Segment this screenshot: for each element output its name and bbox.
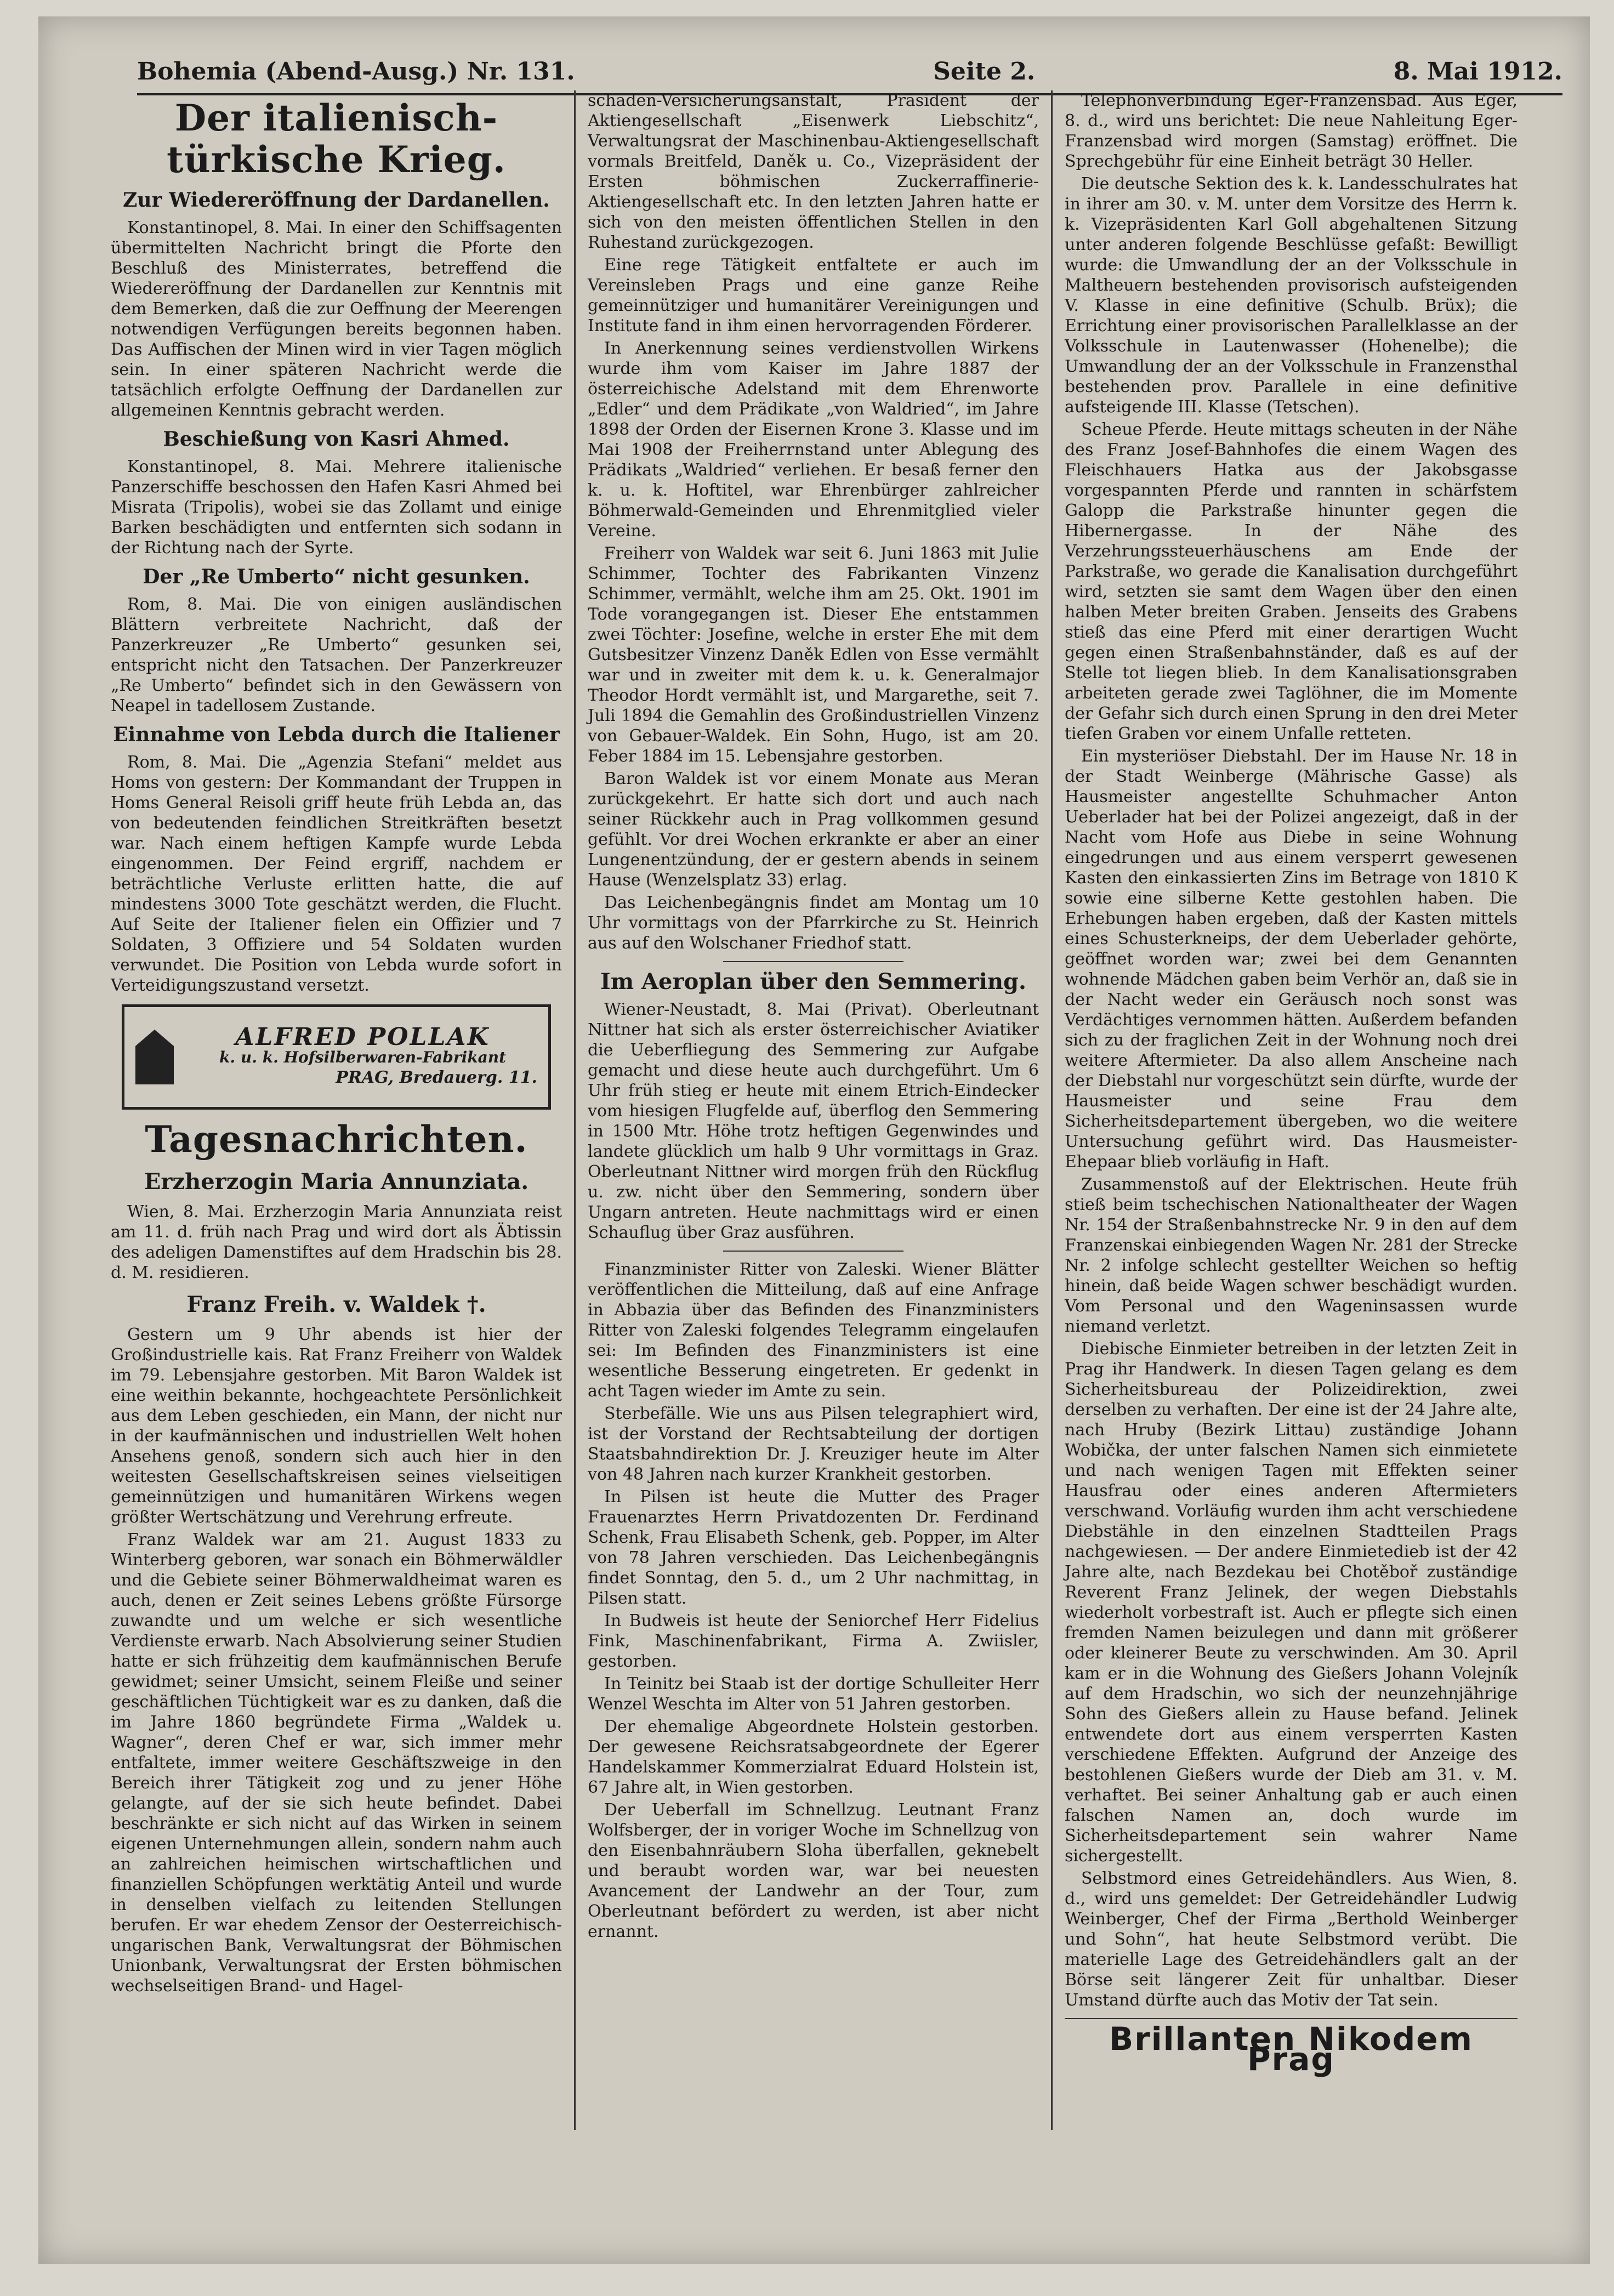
header-page-number: Seite 2. (933, 57, 1036, 86)
scheue-pferde-text: Scheue Pferde. Heute mittags scheuten in der Nähe des Franz Josef-Bahnhofes die einem Wagen des Fleischhauers Hatka aus der Jakobsgasse vorgespannten Pferde und rannten in schärfstem Galopp die Parkstraße hinunter gegen die Hibernergasse. In der Nähe des Verzehrungssteuerhäuschens am Ende der Parkstraße, wo gerade die Kanalisation durchgeführt wird, setzten sie samt dem Wagen über den einen halben Meter breiten Graben. Jenseits des Grabens stieß das eine Pferd mit einer derartigen Wucht gegen einen Straßenbahnständer, daß es auf der Stelle tot liegen blieb. In dem Kanalisationsgraben arbeiteten gerade zwei Taglöhner, die im Momente der Gefahr sich durch einen Sprung in den drei Meter tiefen Graben vor einem Unfalle retteten. (1065, 420, 1518, 743)
lebda-heading: Einnahme von Lebda durch die Italiener (113, 723, 560, 746)
nikodem-advertisement: Brillanten Nikodem Prag (1109, 2020, 1473, 2078)
header-date: 8. Mai 1912. (1393, 57, 1562, 86)
diebstahl-text: Ein mysteriöser Diebstahl. Der im Hause Nr. 18 in der Stadt Weinberge (Mährische Gasse) als Hausmeister angestellte Schuhmacher Anton Ueberlader hat bei der Polizei angezeigt, daß in der Nacht vom Hofe aus Diebe in seine Wohnung eingedrungen und aus einem versperrt gewesenen Kasten den einkassierten Zins im Betrage von 1810 K sowie eine silberne Kette gestohlen haben. Die Erhebungen haben ergeben, daß der Kasten mittels eines Schusterkneips, der dem Ueberlader gehörte, geöffnet worden war; zwei bei dem Genannten wohnende Mädchen gaben beim Verhör an, daß sie in der Nacht weder ein Geräusch noch sonst was Verdächtiges vernommen hätten. Außerdem befanden sich zu der fraglichen Zeit in der Wohnung noch drei weitere Aftermieter. Da also allem Anscheine nach der Diebstahl nur vorgeschützt sein dürfte, wurde der Hausmeister und seine Frau dem Sicherheitsdepartement übergeben, wo die weitere Untersuchung geführt wird. Das Hausmeister-Ehepaar blieb vorläufig in Haft. (1065, 747, 1518, 1172)
re-umberto-heading: Der „Re Umberto“ nicht gesunken. (143, 565, 530, 588)
kasri-ahmed-heading: Beschießung von Kasri Ahmed. (163, 428, 510, 451)
lebda-text: Rom, 8. Mai. Die „Agenzia Stefani“ meldet aus Homs von gestern: Der Kommandant der Truppen in Homs General Reisoli griff heute früh Lebda an, das von bedeutenden feindlichen Streitkräften besetzt war. Nach einem heftigen Kampfe wurde Lebda eingenommen. Der Feind ergriff, nachdem er beträchtliche Verluste erlitten hatte, die auf mindestens 3000 Tote geschätzt werden, die Flucht. Auf Seite der Italiener fielen ein Offizier und 7 Soldaten, 3 Offiziere und 54 Soldaten wurden verwundet. Die Position von Lebda wurde sofort in Verteidigungszustand versetzt. (111, 753, 562, 995)
landesschulrat-text: Die deutsche Sektion des k. k. Landesschulrates hat in ihrer am 30. v. M. unter dem Vorsitze des Herrn k. k. Vizepräsidenten Karl Goll abgehaltenen Sitzung unter anderen folgende Beschlüsse gefaßt: Bewilligt wurde: die Umwandlung der an der Volksschule in Maltheuern bestehenden provisorisch aufsteigenden V. Klasse in eine definitive (Schulb. Brüx); die Errichtung einer provisorischen Parallelklasse an der Volksschule in Lautenwasser (Hohenelbe); die Umwandlung der an der Volksschule in Franzensthal bestehenden prov. Parallele in eine definitive aufsteigende III. Klasse (Tetschen). (1065, 174, 1518, 417)
kasri-ahmed-text: Konstantinopel, 8. Mai. Mehrere italienische Panzerschiffe beschossen den Hafen Kasri Ahmed bei Misrata (Tripolis), wobei sie das Zollamt und einige Barken beschädigten und entfernten sich sodann in der Richtung nach der Syrte. (111, 457, 562, 558)
columns (99, 90, 1530, 2130)
waldek-text-1: Gestern um 9 Uhr abends ist hier der Großindustrielle kais. Rat Franz Freiherr von Waldek im 79. Lebensjahre gestorben. Mit Baron Waldek ist eine weithin bekannte, hochgeachtete Persönlichkeit aus dem Leben geschieden, ein Mann, der nicht nur in der kaufmännischen und industriellen Welt hohen Ansehens genoß, sondern sich auch hier in den weitesten Gesellschaftskreisen seines vielseitigen gemeinnützigen und humanitären Wirkens wegen größter Wertschätzung und Verehrung erfreute. (111, 1325, 562, 1527)
annunziata-heading: Erzherzogin Maria Annunziata. (144, 1169, 529, 1195)
annunziata-text: Wien, 8. Mai. Erzherzogin Maria Annunziata reist am 11. d. früh nach Prag und wird dort als Äbtissin des adeligen Damenstiftes auf dem Hradschin bis 28. d. M. residieren. (111, 1202, 562, 1282)
telephon-text: Telephonverbindung Eger-Franzensbad. Aus Eger, 8. d., wird uns berichtet: Die neue Nahleitung Eger-Franzensbad wird morgen (Samstag) eröffnet. Die Sprechgebühr für eine Einheit beträgt 30 Heller. (1065, 91, 1518, 171)
sterbefaelle-text: Sterbefälle. Wie uns aus Pilsen telegraphiert wird, ist der Vorstand der Rechtsabteilung der dortigen Staatsbahndirektion Dr. J. Kreuziger heute im Alter von 48 Jahren nach kurzer Krankheit gestorben. (588, 1404, 1039, 1484)
holstein-text: Der ehemalige Abgeordnete Holstein gestorben. Der gewesene Reichsratsabgeordnete der Egerer Handelskammer Kommerzialrat Eduard Holstein ist, 67 Jahre alt, in Wien gestorben. (588, 1717, 1039, 1797)
waldek-cont-4: Freiherr von Waldek war seit 6. Juni 1863 mit Julie Schimmer, Tochter des Fabrikanten Vinzenz Schimmer, vermählt, welche ihm am 25. Okt. 1901 im Tode vorangegangen ist. Dieser Ehe entstammen zwei Töchter: Josefine, welche in erster Ehe mit dem Gutsbesitzer Vinzenz Daněk Edlen von Esse vermählt war und in zweiter mit dem k. u. k. Generalmajor Theodor Hordt vermählt ist, und Margarethe, seit 7. Juli 1894 die Gemahlin des Großindustriellen Vinzenz von Gebauer-Waldek. Ein Sohn, Hugo, ist am 20. Feber 1884 im 15. Lebensjahre gestorben. (588, 544, 1039, 766)
ad-text (188, 1022, 537, 1088)
aeroplan-heading: Im Aeroplan über den Semmering. (600, 969, 1026, 994)
budweis-text: In Budweis ist heute der Seniorchef Herr Fidelius Fink, Maschinenfabrikant, Firma A. Zwiisler, gestorben. (588, 1611, 1039, 1671)
divider (723, 961, 903, 962)
re-umberto-text: Rom, 8. Mai. Die von einigen ausländischen Blättern verbreitete Nachricht, daß der Panzerkreuzer „Re Umberto“ gesunken sei, entspricht nicht den Tatsachen. Der Panzerkreuzer „Re Umberto“ befindet sich in den Gewässern von Neapel in tadellosem Zustande. (111, 595, 562, 715)
schenk-text: In Pilsen ist heute die Mutter des Prager Frauenarztes Herrn Privatdozenten Dr. Ferdinand Schenk, Frau Elisabeth Schenk, geb. Popper, im Alter von 78 Jahren verschieden. Das Leichenbegängnis findet Sonntag, den 5. d., um 2 Uhr nachmittag, in Pilsen statt. (588, 1487, 1039, 1608)
header-issue: Bohemia (Abend-Ausg.) Nr. 131. (137, 57, 575, 86)
einmieter-text: Diebische Einmieter betreiben in der letzten Zeit in Prag ihr Handwerk. In diesen Tagen gelang es dem Sicherheitsbureau der Polizeidirektion, zwei derselben zu verhaften. Der eine ist der 24 Jahre alte, nach Hruby (Bezirk Littau) zuständige Johann Wobička, der unter falschen Namen sich einmietete und nach wenigen Tagen mit Effekten seiner Hausfrau oder eines anderen Aftermieters verschwand. Vorläufig wurden ihm acht verschiedene Diebstähle in den einzelnen Stadtteilen Prags nachgewiesen. — Der andere Einmietedieb ist der 42 Jahre alte, nach Bezdekau bei Chotěboř zuständige Reverent Franz Jelinek, der wegen Diebstahls wiederholt vorbestraft ist. Auch er pflegte sich einen fremden Namen beizulegen und dann mit größerer oder kleinerer Beute zu verschwinden. Am 30. April kam er in die Wohnung des Gießers Johann Volejník auf dem Hradschin, wo sich der neunzehnjährige Sohn des Gießers allein zu Hause befand. Jelinek entwendete dort aus einem versperrten Kasten verschiedene Effekten. Aufgrund der Anzeige des bestohlenen Gießers wurde der Dieb am 31. v. M. verhaftet. Bei seiner Anhaltung gab er auch einen falschen Namen an, doch wurde im Sicherheitsdepartement sein wahrer Name sichergestellt. (1065, 1339, 1518, 1866)
dardanelles-heading: Zur Wiedereröffnung der Dardanellen. (123, 189, 550, 212)
waldek-text-2: Franz Waldek war am 21. August 1833 zu Winterberg geboren, war sonach ein Böhmerwäldler und die Gebiete seiner Böhmerwaldheimat waren es auch, denen er Zeit seines Lebens größte Fürsorge zuwandte und um welche er sich wesentliche Verdienste erwarb. Nach Absolvierung seiner Studien hatte er sich frühzeitig dem kaufmännischen Berufe gewidmet; seiner Umsicht, seinem Fleiße und seiner geschäftlichen Tüchtigkeit war es zu danken, daß die im Jahre 1860 begründete Firma „Waldek u. Wagner“, deren Chef er war, sich immer mehr entfaltete, immer weitere Geschäftszweige in den Bereich ihrer Tätigkeit zog und zu jener Höhe gelangte, auf der sie sich heute befindet. Dabei beschränkte er sich nicht auf das Wirken in seinem eigenen Unternehmungen allein, sondern nahm auch an zahlreichen heimischen wirtschaftlichen und finanziellen Schöpfungen werktätig Anteil und wurde in denselben vielfach zu leitenden Stellungen berufen. Er war ehedem Zensor der Oesterreichisch-ungarischen Bank, Verwaltungsrat der Böhmischen Unionbank, Verwaltungsrat der Ersten böhmischen wechselseitigen Brand- und Hagel- (111, 1530, 562, 1996)
zusammenstoss-text: Zusammenstoß auf der Elektrischen. Heute früh stieß beim tschechischen Nationaltheater der Wagen Nr. 154 der Straßenbahnstrecke Nr. 9 in den auf dem Franzenskai einbiegenden Wagen Nr. 281 der Strecke Nr. 2 infolge schlecht gestellter Weichen so heftig hinein, daß beide Wagen schwer beschädigt wurden. Vom Personal und den Wageninsassen wurde niemand verletzt. (1065, 1175, 1518, 1336)
ad-company-name: ALFRED POLLAK (235, 1022, 490, 1051)
zaleski-text: Finanzminister Ritter von Zaleski. Wiener Blätter veröffentlichen die Mitteilung, daß auf eine Anfrage in Abbazia über das Befinden des Finanzministers Ritter von Zaleski folgendes Telegramm eingelaufen sei: Im Befinden des Finanzministers ist eine wesentliche Besserung eingetreten. Er gedenkt in acht Tagen wieder im Amte zu sein. (588, 1260, 1039, 1401)
ad-address: PRAG, Bredauerg. 11. (336, 1067, 537, 1087)
waldek-cont-1: schaden-Versicherungsanstalt, Präsident der Aktiengesellschaft „Eisenwerk Liebschitz“, Verwaltungsrat der Maschinenbau-Aktiengesellschaft vormals Breitfeld, Daněk u. Co., Vizepräsident der Ersten böhmischen Zuckerraffinerie-Aktiengesellschaft etc. In den letzten Jahren hatte er sich von den meisten öffentlichen Stellen in den Ruhestand zurückgezogen. (588, 91, 1039, 252)
waldek-cont-5: Baron Waldek ist vor einem Monate aus Meran zurückgekehrt. Er hatte sich dort und auch nach seiner Rückkehr auch in Prag vollkommen gesund gefühlt. Vor drei Wochen erkrankte er aber an einer Lungenentzündung, der er gestern abends in seinem Hause (Wenzelsplatz 33) erlag. (588, 769, 1039, 890)
ad-company-sub: k. u. k. Hofsilberwaren-Fabrikant (219, 1048, 507, 1066)
waldek-cont-3: In Anerkennung seines verdienstvollen Wirkens wurde ihm vom Kaiser im Jahre 1887 der österreichische Adelstand mit dem Ehrenworte „Edler“ und dem Prädikate „von Waldried“, im Jahre 1898 der Orden der Eisernen Krone 3. Klasse und im Mai 1908 der Freiherrnstand unter Ablegung des Prädikats „Waldried“ verliehen. Er besaß ferner den k. u. k. Hoftitel, war Ehrenbürger zahlreicher Böhmerwald-Gemeinden und Ehrenmitglied vieler Vereine. (588, 339, 1039, 541)
divider (1065, 2018, 1518, 2019)
ueberfall-text: Der Ueberfall im Schnellzug. Leutnant Franz Wolfsberger, der in voriger Woche im Schnellzug von den Eisenbahnräubern Sloha überfallen, geknebelt und beraubt worden war, war bei neuesten Avancement der Landwehr an der Tour, zum Oberleutnant befördert zu werden, ist aber nicht ernannt. (588, 1800, 1039, 1941)
pollak-advertisement (122, 1004, 551, 1110)
crown-logo-icon (135, 1030, 174, 1084)
war-headline: Der italienisch-türkische Krieg. (167, 96, 506, 181)
aeroplan-text: Wiener-Neustadt, 8. Mai (Privat). Oberleutnant Nittner hat sich als erster österreichischer Aviatiker die Ueberfliegung des Semmering zur Aufgabe gemacht und diese heute auch durchgeführt. Um 6 Uhr früh stieg er heute mit einem Etrich-Eindecker vom hiesigen Flugfelde auf, überflog den Semmering in 1500 Mtr. Höhe trotz heftigen Gegenwindes und landete glücklich um halb 9 Uhr vormittags in Graz. Oberleutnant Nittner wird morgen früh den Rückflug u. zw. nicht über den Semmering, sondern über Ungarn antreten. Heute nachmittags wird er einen Schauflug über Graz ausführen. (588, 1000, 1039, 1242)
page-header (137, 49, 1562, 95)
dardanelles-text: Konstantinopel, 8. Mai. In einer den Schiffsagenten übermittelten Nachricht bringt die Pforte den Beschluß des Ministerrates, betreffend die Wiedereröffnung der Dardanellen zur Kenntnis mit dem Bemerken, daß die zur Oeffnung der Meerengen notwendigen Verfügungen bereits begonnen haben. Das Auffischen der Minen wird in vier Tagen möglich sein. In einer späteren Nachricht werde die tatsächlich erfolgte Oeffnung der Dardanellen zur allgemeinen Kenntnis gebracht werden. (111, 218, 562, 420)
selbstmord-text: Selbstmord eines Getreidehändlers. Aus Wien, 8. d., wird uns gemeldet: Der Getreidehändler Ludwig Weinberger, Chef der Firma „Berthold Weinberger und Sohn“, hat heute Selbstmord verübt. Die materielle Lage des Getreidehändlers galt an der Börse seit längerer Zeit für unhaltbar. Dieser Umstand dürfte auch das Motiv der Tat sein. (1065, 1869, 1518, 2010)
column-2 (576, 90, 1053, 2130)
divider (723, 1251, 903, 1252)
teinitz-text: In Teinitz bei Staab ist der dortige Schulleiter Herr Wenzel Weschta im Alter von 51 Jahren gestorben. (588, 1674, 1039, 1714)
column-3 (1053, 90, 1530, 2130)
waldek-cont-2: Eine rege Tätigkeit entfaltete er auch im Vereinsleben Prags und eine ganze Reihe gemeinnütziger und humanitärer Vereinigungen und Institute fand in ihm einen hervorragenden Förderer. (588, 255, 1039, 336)
waldek-heading: Franz Freih. v. Waldek †. (186, 1292, 486, 1317)
waldek-cont-6: Das Leichenbegängnis findet am Montag um 10 Uhr vormittags von der Pfarrkirche zu St. Heinrich aus auf den Wolschaner Friedhof statt. (588, 893, 1039, 953)
tagesnachrichten-title: Tagesnachrichten. (145, 1118, 528, 1161)
column-1 (99, 90, 576, 2130)
